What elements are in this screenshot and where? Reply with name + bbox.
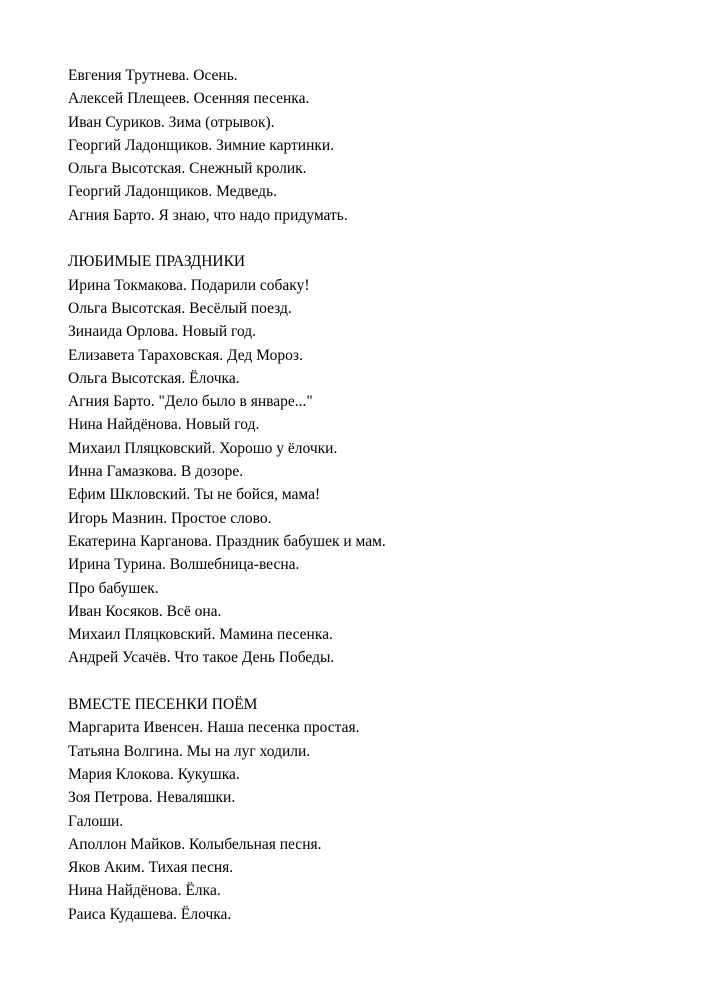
list-item: Зоя Петрова. Неваляшки. [68, 789, 236, 807]
list-item: Татьяна Волгина. Мы на луг ходили. [68, 742, 311, 760]
section-spacer [68, 227, 668, 250]
list-item: Ирина Токмакова. Подарили собаку! [68, 276, 310, 294]
section-heading: ЛЮБИМЫЕ ПРАЗДНИКИ [68, 253, 246, 271]
list-item: Раиса Кудашева. Ёлочка. [68, 905, 232, 923]
list-item: Игорь Мазнин. Простое слово. [68, 509, 272, 527]
list-item: Мария Клокова. Кукушка. [68, 765, 240, 783]
list-item: Евгения Трутнева. Осень. [68, 67, 238, 84]
list-item: Екатерина Карганова. Праздник бабушек и мам. [68, 532, 386, 550]
list-item: Нина Найдёнова. Новый год. [68, 416, 260, 434]
list-item: Андрей Усачёв. Что такое День Победы. [68, 649, 335, 667]
list-item: Михаил Пляцковский. Мамина песенка. [68, 626, 333, 644]
list-item: Ольга Высотская. Снежный кролик. [68, 160, 307, 178]
list-item: Агния Барто. Я знаю, что надо придумать. [68, 206, 348, 224]
section-songs [68, 693, 668, 926]
section-holidays [68, 250, 668, 669]
section-heading: ВМЕСТЕ ПЕСЕНКИ ПОЁМ [68, 696, 258, 714]
list-item: Зинаида Орлова. Новый год. [68, 323, 257, 341]
list-item: Галоши. [68, 812, 124, 830]
list-item: Ефим Шкловский. Ты не бойся, мама! [68, 486, 321, 504]
list-item: Ольга Высотская. Весёлый поезд. [68, 299, 292, 317]
list-item: Агния Барто. "Дело было в январе..." [68, 393, 313, 411]
list-item: Нина Найдёнова. Ёлка. [68, 882, 221, 900]
list-item: Инна Гамазкова. В дозоре. [68, 463, 244, 481]
section-seasons [68, 64, 668, 227]
list-item: Елизавета Тараховская. Дед Мороз. [68, 346, 303, 364]
section-spacer [68, 670, 668, 693]
list-item: Ирина Турина. Волшебница-весна. [68, 556, 300, 574]
list-item: Георгий Ладонщиков. Медведь. [68, 183, 277, 201]
list-item: Михаил Пляцковский. Хорошо у ёлочки. [68, 439, 338, 457]
list-item: Алексей Плещеев. Осенняя песенка. [68, 90, 310, 108]
list-item: Иван Косяков. Всё она. [68, 602, 222, 620]
list-item: Ольга Высотская. Ёлочка. [68, 369, 240, 387]
list-item: Яков Аким. Тихая песня. [68, 859, 234, 877]
list-item: Аполлон Майков. Колыбельная песня. [68, 835, 322, 853]
list-item: Георгий Ладонщиков. Зимние картинки. [68, 136, 335, 154]
list-item: Маргарита Ивенсен. Наша песенка простая. [68, 719, 360, 737]
list-item: Иван Суриков. Зима (отрывок). [68, 113, 275, 131]
list-item: Про бабушек. [68, 579, 159, 597]
document-page [68, 64, 668, 926]
